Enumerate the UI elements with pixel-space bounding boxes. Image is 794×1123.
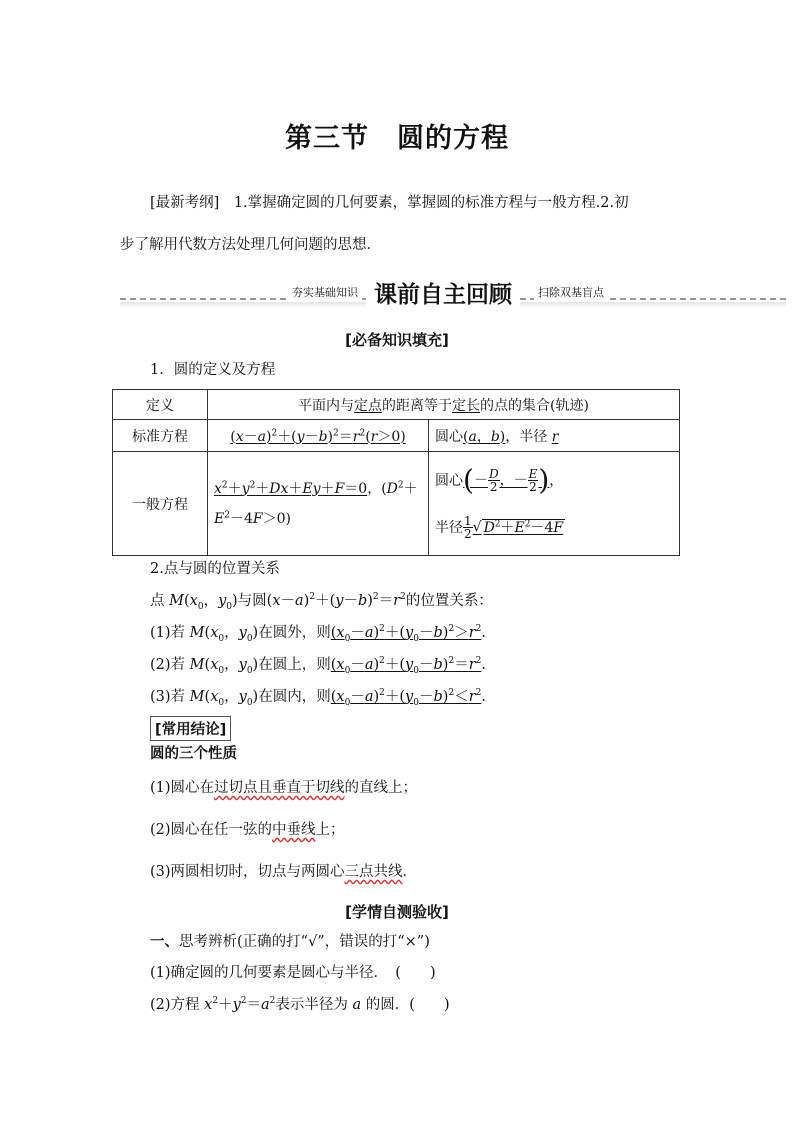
intro-line-1: [最新考纲] 1.掌握确定圆的几何要素，掌握圆的标准方程与一般方程.2.初 bbox=[150, 195, 629, 211]
page-title: 第三节 圆的方程 bbox=[285, 123, 509, 154]
property-3: (3)两圆相切时，切点与两圆心三点共线． bbox=[150, 864, 418, 880]
section-banner bbox=[120, 276, 786, 312]
position-outside: (1)若 $M(x_0$，$y_0$)在圆外，则$(x_0-a)^2+(y_0-b)^2>r^2$. bbox=[150, 624, 486, 644]
property-1: (1)圆心在过切点且垂直于切线的直线上； bbox=[150, 780, 418, 796]
item2-heading: 2.点与圆的位置关系 bbox=[150, 561, 280, 577]
cell-std-center: 圆心(a，b)，半径 r bbox=[429, 420, 680, 452]
question-1: (1)确定圆的几何要素是圆心与半径． ( ) bbox=[150, 965, 436, 981]
cell-def-text: 平面内与定点的距离等于定长的点的集合(轨迹) bbox=[208, 390, 680, 420]
item2-intro: 点 $M(x_0$，$y_0$)与圆$(x-a)^2+(y-b)^2=r^2$的位置关系： bbox=[150, 592, 493, 612]
common-conclusion-tag: [常用结论] bbox=[150, 716, 231, 741]
banner-title: 课前自主回顾 bbox=[366, 276, 520, 309]
cell-gen-center-radius: 圆心 (－ $\frac{D}{2}$ ，－ $\frac{E}{2}$ ) ， 半径 $\frac{1}{2}$ √ $D^2+E^2-4F$ bbox=[429, 452, 680, 556]
property-2: (2)圆心在任一弦的中垂线上； bbox=[150, 822, 345, 838]
cell-gen-label: 一般方程 bbox=[113, 452, 208, 556]
cell-std-label: 标准方程 bbox=[113, 420, 208, 452]
cell-std-equation: $(x-a)^2+(y-b)^2=r^2(r>0)$ bbox=[208, 420, 429, 452]
table-row-standard bbox=[113, 420, 680, 452]
section-heading-selftest: [学情自测验收] bbox=[345, 903, 449, 921]
table-row-general bbox=[113, 452, 680, 556]
position-inside: (3)若 $M(x_0$，$y_0$)在圆内，则$(x_0-a)^2+(y_0-b)^2<r^2$. bbox=[150, 688, 486, 708]
intro-line-2: 步了解用代数方法处理几何问题的思想． bbox=[120, 237, 381, 253]
position-on: (2)若 $M(x_0$，$y_0$)在圆上，则$(x_0-a)^2+(y_0-b)^2=r^2$. bbox=[150, 656, 486, 676]
section-heading-knowledge: [必备知识填充] bbox=[345, 331, 449, 349]
intro-label: [最新考纲] bbox=[150, 195, 220, 211]
cell-def-label: 定义 bbox=[113, 390, 208, 420]
circle-definition-table bbox=[112, 389, 680, 556]
cell-gen-equation: $x^2+y^2+Dx+Ey+F=0$，($D^2+$ $E^2-4F>0$) bbox=[208, 452, 429, 556]
question-2: (2)方程 $x^2+y^2=a^2$表示半径为 a 的圆．( ) bbox=[150, 996, 450, 1013]
table-row-definition bbox=[113, 390, 680, 420]
item1-heading: 1．圆的定义及方程 bbox=[150, 362, 276, 378]
banner-left-text: 夯实基础知识 bbox=[288, 284, 362, 300]
banner-right-text: 扫除双基盲点 bbox=[534, 284, 608, 300]
question-heading: 一、思考辨析(正确的打“√”，错误的打“×”) bbox=[150, 934, 430, 950]
props-heading: 圆的三个性质 bbox=[150, 746, 237, 762]
